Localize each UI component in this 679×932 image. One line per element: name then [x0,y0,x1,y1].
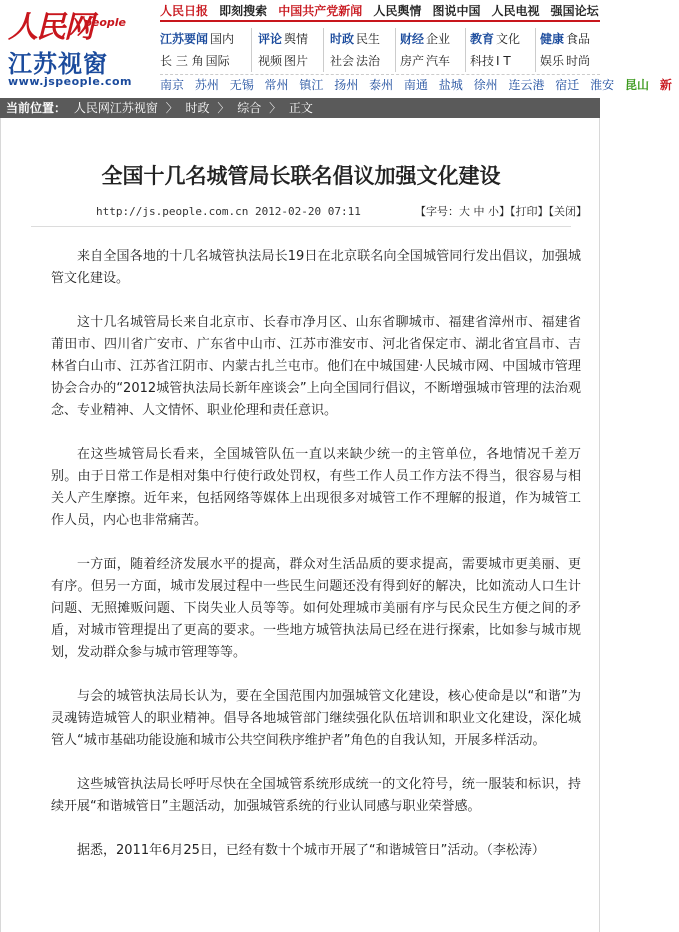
city-link[interactable]: 徐州 [473,78,498,92]
nav-link[interactable]: 法治 [356,54,381,68]
logo-brand: 人民网 [8,10,92,45]
nav-link[interactable]: 民生 [356,32,381,46]
article-paragraph: 在这些城管局长看来，全国城管队伍一直以来缺少统一的主管单位，各地情况千差万别。由于日常工作是相对集中行使行政处罚权，有些工作人员工作方法不得当，很容易与相关人产生摩擦。近年来，包括网络等媒体上出现很多对城管工作不理解的报道，作为城管工作人员，内心也非常痛苦。 [51,447,581,528]
nav-link[interactable]: 社会 [330,54,355,68]
topbar-link-jike-search[interactable]: 即刻搜索 [219,4,268,18]
breadcrumb-separator: 〉 [217,101,230,115]
city-link[interactable]: 常州 [264,78,289,92]
city-nav [160,74,672,94]
topbar-link-public-opinion[interactable]: 人民舆情 [373,4,422,18]
font-size-small-link[interactable]: 小 [488,205,499,218]
topbar-link-people-tv[interactable]: 人民电视 [491,4,540,18]
breadcrumb-item[interactable]: 人民网江苏视窗 [73,101,158,115]
city-link-more[interactable]: 新 [659,78,672,92]
city-link[interactable]: 泰州 [369,78,394,92]
topbar-link-peoples-daily[interactable]: 人民日报 [160,4,209,18]
city-link-kunshan[interactable]: 昆山 [624,78,649,92]
city-link[interactable]: 苏州 [194,78,219,92]
breadcrumb-item[interactable]: 时政 [185,101,210,115]
nav-link[interactable]: 房产 [400,54,425,68]
nav-link[interactable]: 汽车 [426,54,451,68]
site-logo[interactable] [2,2,158,90]
article-meta [1,202,601,222]
article-tools [415,202,587,222]
logo-site-name: 江苏视窗 [8,50,108,78]
nav-group-politics [330,28,396,72]
city-link[interactable]: 南京 [160,78,185,92]
article-title: 全国十几名城管局长联名倡议加强文化建设 [101,164,501,188]
breadcrumb-label: 当前位置： [6,101,67,115]
nav-link[interactable]: 健康 [540,32,565,46]
article-paragraph: 与会的城管执法局长认为，要在全国范围内加强城管文化建设，核心使命是以“和谐”为灵魂铸造城管人的职业精神。倡导各地城管部门继续强化队伍培训和职业文化建设，深化城管人“城市基础功能设施和城市公共空间秩序维护者”角色的自我认知，开展多样活动。 [51,689,581,748]
city-link[interactable]: 镇江 [299,78,324,92]
breadcrumb-item-current: 正文 [288,101,313,115]
city-link[interactable]: 连云港 [508,78,545,92]
breadcrumb-item[interactable]: 综合 [237,101,262,115]
topbar-link-cpc-news[interactable]: 中国共产党新闻 [278,4,363,18]
nav-link[interactable]: 科技 [470,54,495,68]
nav-group-education [470,28,536,72]
topbar-link-strong-forum[interactable]: 强国论坛 [550,4,599,18]
nav-group-finance [400,28,466,72]
nav-link[interactable]: 评论 [258,32,283,46]
nav-link[interactable]: 文化 [496,32,521,46]
nav-group-comment [258,28,324,72]
nav-link[interactable]: 时政 [330,32,355,46]
city-link[interactable]: 盐城 [438,78,463,92]
breadcrumb [0,98,600,118]
city-link[interactable]: 扬州 [334,78,359,92]
breadcrumb-separator: 〉 [269,101,282,115]
nav-link[interactable]: 食品 [566,32,591,46]
nav-link[interactable]: 长 三 角 [160,54,204,68]
city-link[interactable]: 南通 [403,78,428,92]
article-container [0,118,600,932]
article-paragraph: 一方面，随着经济发展水平的提高，群众对生活品质的要求提高，需要城市更美丽、更有序。但另一方面，城市发展过程中一些民生问题还没有得到好的解决，比如流动人口生计问题、无照摊贩问题、下岗失业人员等等。如何处理城市美丽有序与民众民生方便之间的矛盾，对城市管理提出了更高的要求。一些地方城管执法局已经在进行探索，比如参与城市规划，发动群众参与城市管理等等。 [51,557,581,660]
nav-link[interactable]: I T [496,54,511,68]
article-paragraph: 这些城管执法局长呼吁尽快在全国城管系统形成统一的文化符号，统一服装和标识，持续开展“和谐城管日”主题活动，加强城管系统的行业认同感与职业荣誉感。 [51,777,581,814]
nav-link[interactable]: 舆情 [284,32,309,46]
print-link[interactable]: 【打印】 [510,205,549,218]
article-body [51,246,581,884]
nav-group-news [160,28,252,72]
top-links-bar [160,0,600,22]
nav-link[interactable]: 江苏要闻 [160,32,209,46]
article-paragraph: 来自全国各地的十几名城管执法局长19日在北京联名向全国城管同行发出倡议，加强城管文化建设。 [51,249,581,286]
logo-url: www.jspeople.com [8,75,132,88]
city-link[interactable]: 宿迁 [555,78,580,92]
nav-link[interactable]: 国内 [210,32,235,46]
article-paragraph: 这十几名城管局长来自北京市、长春市净月区、山东省聊城市、福建省漳州市、福建省莆田市、四川省广安市、广东省中山市、江苏市淮安市、河北省保定市、湖北省宜昌市、吉林省白山市、江苏省江阴市、内蒙古扎兰屯市。他们在中城国建·人民城市网、中国城市管理协会合办的“2012城管执法局长新年座谈会”上向全国同行倡议，不断增强城市管理的法治观念、专业精神、人文情怀、职业伦理和责任意识。 [51,315,581,418]
nav-link[interactable]: 财经 [400,32,425,46]
font-size-end: 】 [499,205,510,218]
site-header [0,0,672,96]
close-link[interactable]: 【关闭】 [548,205,587,218]
nav-link[interactable]: 图片 [284,54,309,68]
nav-link[interactable]: 企业 [426,32,451,46]
logo-people: people [84,16,126,29]
font-size-label: 【字号： [415,205,459,218]
font-size-large-link[interactable]: 大 [459,205,470,218]
article-source: http://js.people.com.cn 2012-02-20 07:11 [96,205,361,218]
nav-link[interactable]: 国际 [205,54,230,68]
channel-nav [160,28,600,72]
nav-group-health [540,28,600,72]
nav-link[interactable]: 时尚 [566,54,591,68]
nav-link[interactable]: 娱乐 [540,54,565,68]
topbar-link-picture-china[interactable]: 图说中国 [432,4,481,18]
title-divider [31,226,571,227]
font-size-medium-link[interactable]: 中 [473,205,485,218]
city-link[interactable]: 无锡 [229,78,254,92]
breadcrumb-separator: 〉 [165,101,178,115]
nav-link[interactable]: 视频 [258,54,283,68]
city-link[interactable]: 淮安 [590,78,615,92]
nav-link[interactable]: 教育 [470,32,495,46]
article-paragraph: 据悉，2011年6月25日，已经有数十个城市开展了“和谐城管日”活动。（李松涛） [77,843,545,858]
